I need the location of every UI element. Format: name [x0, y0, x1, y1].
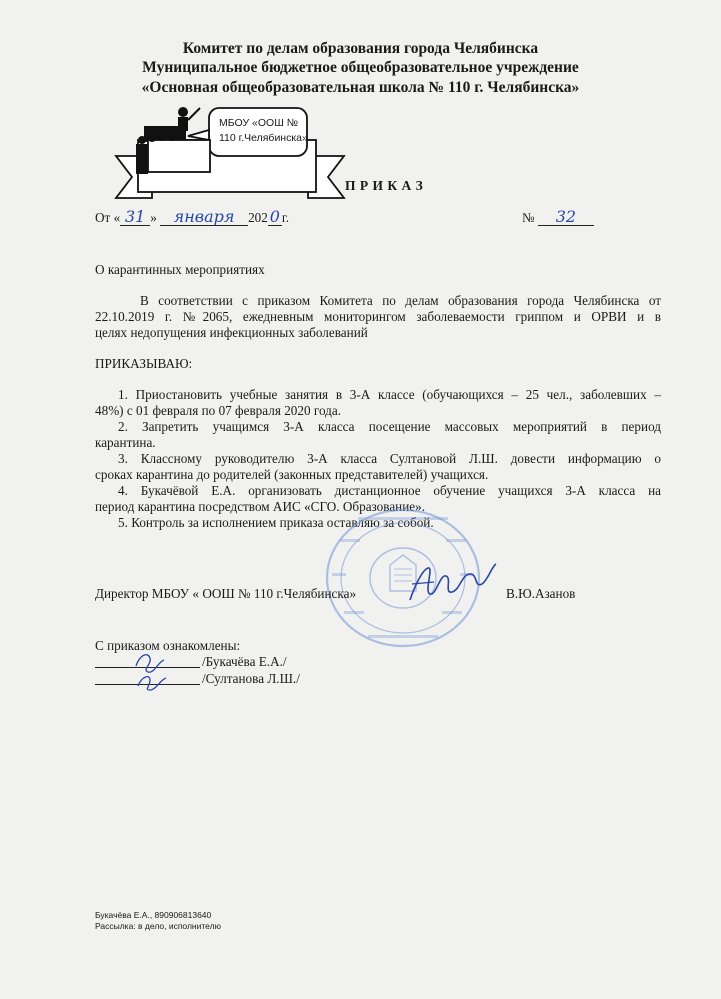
staff-signatures-icon [128, 648, 174, 696]
item-2-line-1: 2. Запретить учащимся 3-А класса посещение массовых мероприятий в период [118, 419, 661, 434]
item-5: 5. Контроль за исполнением приказа оставляю за собой. [118, 515, 434, 530]
date-suffix: г. [281, 210, 290, 225]
director-name: В.Ю.Азанов [506, 586, 576, 601]
date-year-last: 0 [269, 207, 280, 226]
item-3-line-2: сроках карантина до родителей (законных представителей) учащихся. [95, 467, 489, 482]
date-month: января [160, 209, 248, 226]
number-value: 32 [538, 209, 594, 226]
acquainted-person-1: /Букачёва Е.А./ [202, 654, 287, 669]
preamble-line-1: В соответствии с приказом Комитета по делам образования города Челябинска от [140, 293, 661, 308]
order-number [522, 209, 594, 226]
header-committee: Комитет по делам образования города Челябинска [182, 40, 539, 57]
order-word: ПРИКАЗЫВАЮ: [95, 356, 193, 371]
item-4-line-2: период карантина посредством АИС «СГО. Образование». [95, 499, 426, 514]
item-1-line-1: 1. Приостановить учебные занятия в 3-А классе (обучающихся – 25 чел., заболевших – [118, 387, 661, 402]
footer-executor: Букачёва Е.А., 890906813640 [95, 910, 212, 920]
item-4-line-1: 4. Букачёвой Е.А. организовать дистанционное обучение учащихся 3-А класса на [118, 483, 661, 498]
item-2-line-2: карантина. [95, 435, 156, 450]
number-label: № [522, 210, 535, 225]
logo-caption [219, 116, 308, 146]
director-position: Директор МБОУ « ООШ № 110 г.Челябинска» [95, 586, 357, 601]
document-title: П Р И К А З [345, 178, 424, 193]
date-quote: » [150, 210, 157, 225]
item-1-line-2: 48%) с 01 февраля по 07 февраля 2020 года. [95, 403, 342, 418]
date-day: 31 [120, 209, 150, 226]
director-signature-icon [404, 560, 500, 610]
logo-line-2: 110 г.Челябинска» [219, 132, 308, 144]
header-school: «Основная общеобразовательная школа № 110 г. Челябинска» [141, 79, 580, 96]
logo-line-1: МБОУ «ООШ № [219, 117, 299, 129]
date-line [95, 209, 289, 226]
acquainted-person-2: /Султанова Л.Ш./ [202, 671, 300, 686]
preamble-line-3: целях недопущения инфекционных заболеваний [95, 325, 368, 340]
footer-distribution: Рассылка: в дело, исполнителю [95, 921, 221, 931]
item-3-line-1: 3. Классному руководителю 3-А класса Султановой Л.Ш. довести информацию о [118, 451, 661, 466]
order-subject: О карантинных мероприятиях [95, 262, 265, 277]
acquainted-label: С приказом ознакомлены: [95, 638, 241, 653]
date-year-prefix: 202 [248, 210, 268, 225]
header-institution: Муниципальное бюджетное общеобразовательное учреждение [142, 59, 579, 76]
preamble-line-2: 22.10.2019 г. №2065, ежедневным мониторингом заболеваемости гриппом и ОРВИ и в [95, 309, 661, 324]
date-prefix: От « [95, 210, 121, 225]
